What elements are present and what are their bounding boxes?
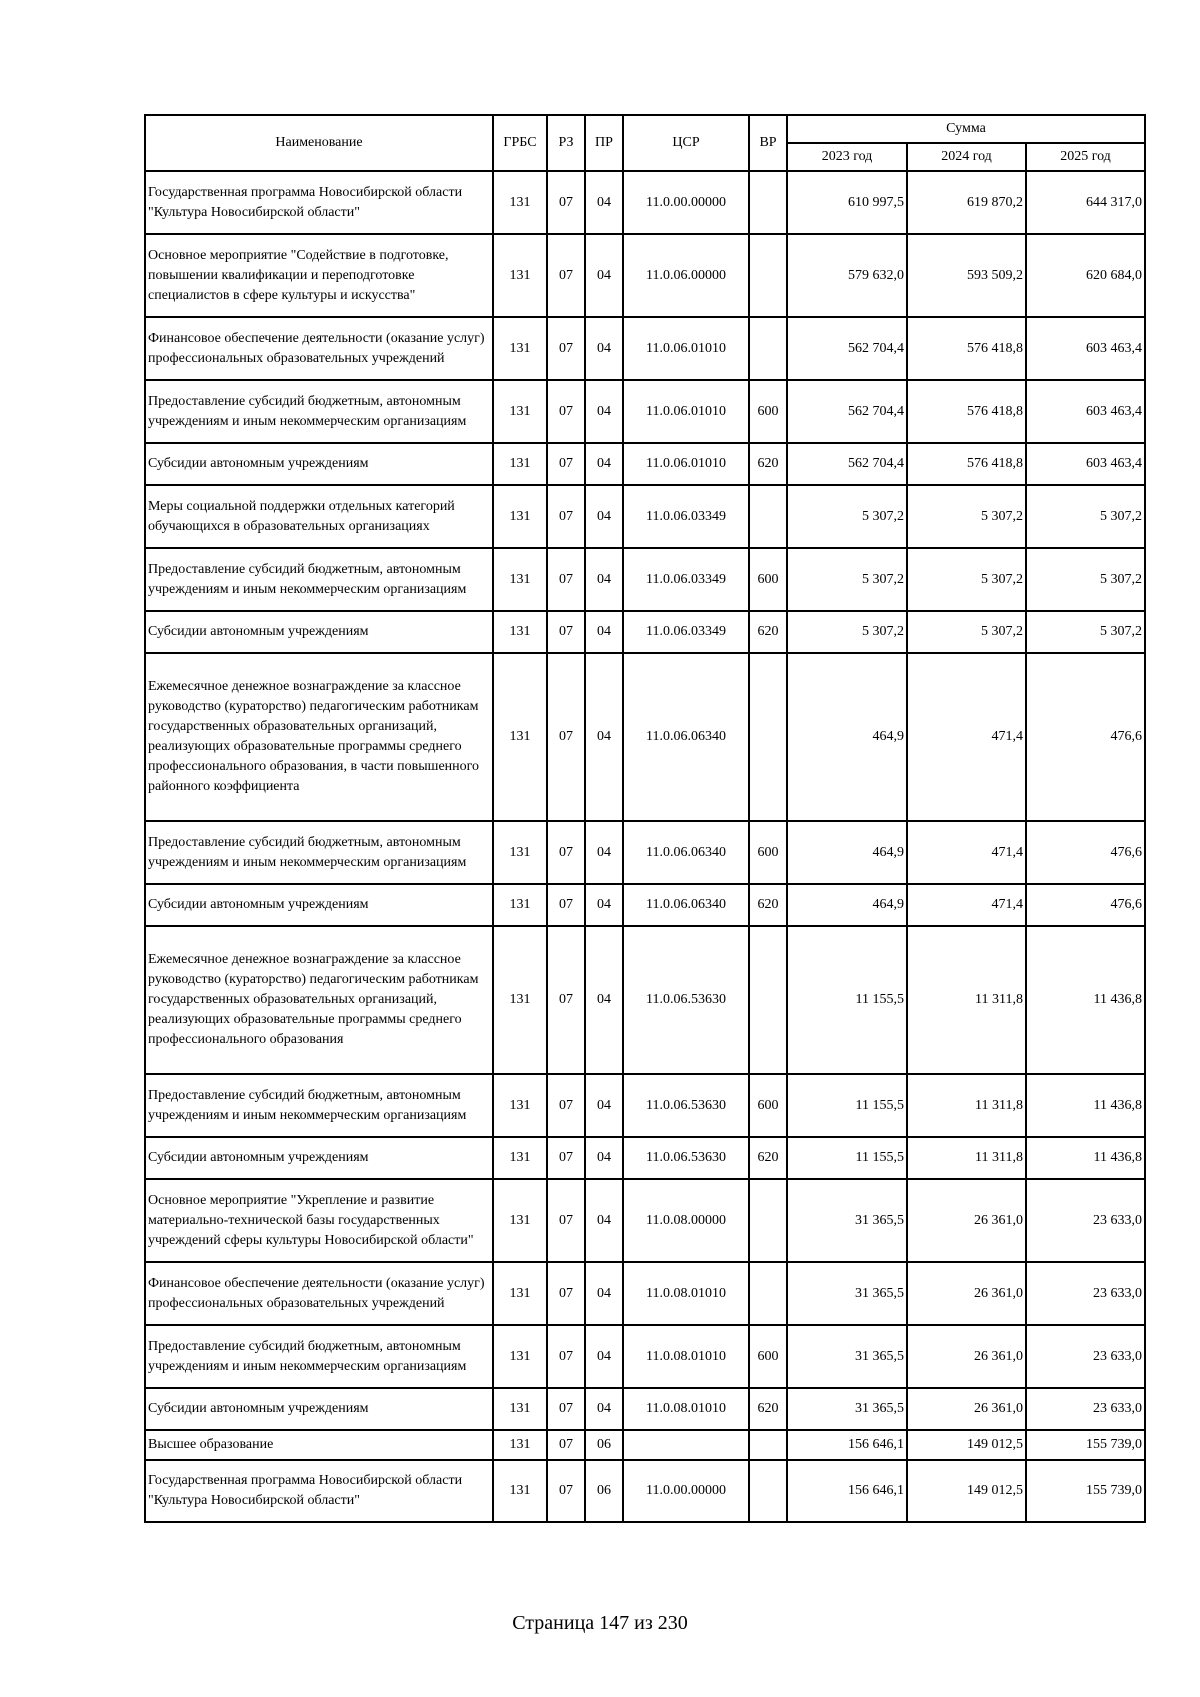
cell-grbs: 131: [493, 926, 547, 1074]
cell-sum-2025: 11 436,8: [1026, 926, 1145, 1074]
cell-sum-2025: 603 463,4: [1026, 443, 1145, 485]
table-row: [145, 1388, 1145, 1430]
cell-vr: 620: [749, 611, 787, 653]
cell-pr: 04: [585, 234, 623, 317]
table-row: [145, 1325, 1145, 1388]
cell-pr: 04: [585, 171, 623, 234]
table-row: [145, 821, 1145, 884]
header-name: Наименование: [145, 115, 493, 171]
header-year-2023: 2023 год: [787, 143, 907, 171]
cell-sum-2025: 23 633,0: [1026, 1262, 1145, 1325]
cell-sum-2023: 562 704,4: [787, 443, 907, 485]
cell-grbs: 131: [493, 653, 547, 821]
cell-sum-2023: 5 307,2: [787, 611, 907, 653]
cell-rz: 07: [547, 380, 585, 443]
cell-rz: 07: [547, 1137, 585, 1179]
table-row: [145, 1262, 1145, 1325]
header-rz: РЗ: [547, 115, 585, 171]
cell-sum-2023: 579 632,0: [787, 234, 907, 317]
cell-vr: 600: [749, 548, 787, 611]
cell-grbs: 131: [493, 1137, 547, 1179]
cell-pr: 04: [585, 1179, 623, 1262]
table-row: [145, 926, 1145, 1074]
cell-csr: 11.0.06.01010: [623, 380, 749, 443]
cell-rz: 07: [547, 926, 585, 1074]
table-row: [145, 884, 1145, 926]
cell-sum-2025: 603 463,4: [1026, 317, 1145, 380]
cell-rz: 07: [547, 1074, 585, 1137]
cell-name: Ежемесячное денежное вознаграждение за классное руководство (кураторство) педагогическим работникам государственных образовательных организаций, реализующих образовательные программы среднего профессионального образования, в части повышенного районного коэффициента: [145, 653, 493, 821]
cell-sum-2023: 31 365,5: [787, 1388, 907, 1430]
cell-sum-2024: 5 307,2: [907, 611, 1026, 653]
page-number: Страница 147 из 230: [512, 1612, 688, 1634]
cell-csr: 11.0.00.00000: [623, 171, 749, 234]
cell-pr: 04: [585, 380, 623, 443]
cell-vr: [749, 485, 787, 548]
cell-vr: 620: [749, 443, 787, 485]
cell-csr: 11.0.06.01010: [623, 317, 749, 380]
header-grbs: ГРБС: [493, 115, 547, 171]
cell-vr: 620: [749, 1388, 787, 1430]
cell-name: Финансовое обеспечение деятельности (оказание услуг) профессиональных образовательных учреждений: [145, 317, 493, 380]
cell-sum-2023: 464,9: [787, 821, 907, 884]
cell-name: Государственная программа Новосибирской области "Культура Новосибирской области": [145, 171, 493, 234]
cell-sum-2023: 156 646,1: [787, 1430, 907, 1460]
cell-sum-2024: 576 418,8: [907, 317, 1026, 380]
cell-grbs: 131: [493, 171, 547, 234]
cell-grbs: 131: [493, 1460, 547, 1522]
cell-vr: [749, 1262, 787, 1325]
cell-sum-2024: 5 307,2: [907, 485, 1026, 548]
cell-grbs: 131: [493, 548, 547, 611]
cell-name: Субсидии автономным учреждениям: [145, 611, 493, 653]
cell-pr: 04: [585, 821, 623, 884]
cell-sum-2025: 155 739,0: [1026, 1460, 1145, 1522]
cell-rz: 07: [547, 653, 585, 821]
cell-sum-2023: 610 997,5: [787, 171, 907, 234]
cell-sum-2024: 11 311,8: [907, 1074, 1026, 1137]
table-row: [145, 1137, 1145, 1179]
cell-sum-2024: 471,4: [907, 884, 1026, 926]
cell-pr: 04: [585, 443, 623, 485]
cell-vr: 620: [749, 1137, 787, 1179]
cell-sum-2024: 149 012,5: [907, 1460, 1026, 1522]
cell-sum-2023: 11 155,5: [787, 1074, 907, 1137]
cell-vr: 600: [749, 1074, 787, 1137]
cell-csr: 11.0.06.53630: [623, 1137, 749, 1179]
cell-sum-2024: 619 870,2: [907, 171, 1026, 234]
cell-csr: 11.0.06.06340: [623, 821, 749, 884]
cell-sum-2023: 156 646,1: [787, 1460, 907, 1522]
cell-csr: 11.0.00.00000: [623, 1460, 749, 1522]
header-vr: ВР: [749, 115, 787, 171]
cell-name: Предоставление субсидий бюджетным, автономным учреждениям и иным некоммерческим организациям: [145, 1325, 493, 1388]
cell-sum-2025: 620 684,0: [1026, 234, 1145, 317]
cell-grbs: 131: [493, 821, 547, 884]
cell-grbs: 131: [493, 884, 547, 926]
table-row: [145, 171, 1145, 234]
cell-grbs: 131: [493, 1325, 547, 1388]
table-body: [145, 171, 1145, 1522]
header-year-2025: 2025 год: [1026, 143, 1145, 171]
cell-rz: 07: [547, 443, 585, 485]
table-row: [145, 1074, 1145, 1137]
cell-sum-2024: 471,4: [907, 653, 1026, 821]
cell-grbs: 131: [493, 317, 547, 380]
cell-pr: 04: [585, 884, 623, 926]
table-row: [145, 1460, 1145, 1522]
budget-table: [144, 114, 1146, 1523]
cell-pr: 04: [585, 653, 623, 821]
cell-name: Основное мероприятие "Содействие в подготовке, повышении квалификации и переподготовке специалистов в сфере культуры и искусства": [145, 234, 493, 317]
cell-csr: 11.0.06.06340: [623, 884, 749, 926]
cell-csr: 11.0.06.06340: [623, 653, 749, 821]
cell-rz: 07: [547, 485, 585, 548]
cell-grbs: 131: [493, 1179, 547, 1262]
cell-grbs: 131: [493, 380, 547, 443]
cell-name: Высшее образование: [145, 1430, 493, 1460]
cell-csr: 11.0.06.53630: [623, 926, 749, 1074]
cell-sum-2024: 26 361,0: [907, 1325, 1026, 1388]
cell-grbs: 131: [493, 1262, 547, 1325]
cell-vr: 620: [749, 884, 787, 926]
cell-csr: 11.0.08.00000: [623, 1179, 749, 1262]
cell-name: Предоставление субсидий бюджетным, автономным учреждениям и иным некоммерческим организациям: [145, 380, 493, 443]
cell-pr: 04: [585, 1325, 623, 1388]
table-row: [145, 380, 1145, 443]
cell-sum-2025: 23 633,0: [1026, 1325, 1145, 1388]
cell-sum-2023: 562 704,4: [787, 317, 907, 380]
cell-sum-2024: 26 361,0: [907, 1262, 1026, 1325]
cell-sum-2023: 5 307,2: [787, 548, 907, 611]
cell-name: Предоставление субсидий бюджетным, автономным учреждениям и иным некоммерческим организациям: [145, 1074, 493, 1137]
cell-sum-2025: 11 436,8: [1026, 1137, 1145, 1179]
cell-sum-2024: 593 509,2: [907, 234, 1026, 317]
table-row: [145, 611, 1145, 653]
cell-sum-2025: 476,6: [1026, 884, 1145, 926]
cell-sum-2025: 603 463,4: [1026, 380, 1145, 443]
cell-pr: 04: [585, 926, 623, 1074]
cell-name: Основное мероприятие "Укрепление и развитие материально-технической базы государственных учреждений сферы культуры Новосибирской области": [145, 1179, 493, 1262]
cell-rz: 07: [547, 611, 585, 653]
cell-sum-2023: 11 155,5: [787, 1137, 907, 1179]
cell-rz: 07: [547, 821, 585, 884]
cell-name: Финансовое обеспечение деятельности (оказание услуг) профессиональных образовательных учреждений: [145, 1262, 493, 1325]
cell-csr: 11.0.08.01010: [623, 1388, 749, 1430]
cell-pr: 04: [585, 485, 623, 548]
cell-sum-2025: 5 307,2: [1026, 485, 1145, 548]
cell-rz: 07: [547, 1460, 585, 1522]
cell-pr: 06: [585, 1460, 623, 1522]
cell-sum-2025: 155 739,0: [1026, 1430, 1145, 1460]
cell-sum-2025: 23 633,0: [1026, 1179, 1145, 1262]
table-row: [145, 234, 1145, 317]
cell-rz: 07: [547, 234, 585, 317]
table-row: [145, 485, 1145, 548]
cell-vr: 600: [749, 821, 787, 884]
header-year-2024: 2024 год: [907, 143, 1026, 171]
cell-sum-2024: 11 311,8: [907, 1137, 1026, 1179]
cell-rz: 07: [547, 317, 585, 380]
cell-vr: [749, 317, 787, 380]
cell-sum-2025: 11 436,8: [1026, 1074, 1145, 1137]
cell-sum-2025: 476,6: [1026, 653, 1145, 821]
cell-vr: 600: [749, 380, 787, 443]
cell-rz: 07: [547, 1179, 585, 1262]
cell-sum-2023: 562 704,4: [787, 380, 907, 443]
cell-csr: 11.0.06.03349: [623, 548, 749, 611]
cell-vr: [749, 653, 787, 821]
cell-csr: 11.0.06.01010: [623, 443, 749, 485]
cell-name: Предоставление субсидий бюджетным, автономным учреждениям и иным некоммерческим организациям: [145, 821, 493, 884]
cell-sum-2023: 464,9: [787, 653, 907, 821]
cell-rz: 07: [547, 548, 585, 611]
cell-grbs: 131: [493, 485, 547, 548]
cell-pr: 04: [585, 548, 623, 611]
cell-grbs: 131: [493, 1074, 547, 1137]
cell-sum-2024: 576 418,8: [907, 443, 1026, 485]
cell-grbs: 131: [493, 234, 547, 317]
cell-sum-2024: 11 311,8: [907, 926, 1026, 1074]
cell-vr: [749, 234, 787, 317]
cell-pr: 04: [585, 611, 623, 653]
cell-csr: 11.0.08.01010: [623, 1262, 749, 1325]
cell-csr: 11.0.06.03349: [623, 611, 749, 653]
cell-sum-2025: 476,6: [1026, 821, 1145, 884]
cell-sum-2025: 23 633,0: [1026, 1388, 1145, 1430]
cell-pr: 04: [585, 317, 623, 380]
table-row: [145, 653, 1145, 821]
cell-grbs: 131: [493, 443, 547, 485]
cell-rz: 07: [547, 1262, 585, 1325]
cell-sum-2025: 5 307,2: [1026, 548, 1145, 611]
cell-sum-2023: 464,9: [787, 884, 907, 926]
cell-rz: 07: [547, 884, 585, 926]
cell-pr: 04: [585, 1388, 623, 1430]
header-sum: Сумма: [787, 115, 1145, 143]
cell-sum-2024: 149 012,5: [907, 1430, 1026, 1460]
cell-name: Ежемесячное денежное вознаграждение за классное руководство (кураторство) педагогическим работникам государственных образовательных организаций, реализующих образовательные программы среднего профессионального образования: [145, 926, 493, 1074]
table-row: [145, 317, 1145, 380]
cell-pr: 04: [585, 1137, 623, 1179]
cell-grbs: 131: [493, 1430, 547, 1460]
cell-vr: [749, 1460, 787, 1522]
table-row: [145, 1430, 1145, 1460]
cell-sum-2023: 31 365,5: [787, 1179, 907, 1262]
cell-name: Субсидии автономным учреждениям: [145, 1388, 493, 1430]
cell-csr: 11.0.06.00000: [623, 234, 749, 317]
cell-name: Субсидии автономным учреждениям: [145, 884, 493, 926]
cell-vr: [749, 171, 787, 234]
cell-pr: 04: [585, 1262, 623, 1325]
table-header: [145, 115, 1145, 171]
cell-csr: 11.0.06.53630: [623, 1074, 749, 1137]
cell-sum-2024: 5 307,2: [907, 548, 1026, 611]
cell-csr: 11.0.06.03349: [623, 485, 749, 548]
cell-rz: 07: [547, 1430, 585, 1460]
cell-vr: [749, 1179, 787, 1262]
header-pr: ПР: [585, 115, 623, 171]
cell-sum-2025: 5 307,2: [1026, 611, 1145, 653]
cell-vr: 600: [749, 1325, 787, 1388]
cell-name: Субсидии автономным учреждениям: [145, 1137, 493, 1179]
cell-sum-2024: 471,4: [907, 821, 1026, 884]
table-row: [145, 1179, 1145, 1262]
cell-sum-2025: 644 317,0: [1026, 171, 1145, 234]
cell-name: Субсидии автономным учреждениям: [145, 443, 493, 485]
cell-csr: [623, 1430, 749, 1460]
cell-name: Государственная программа Новосибирской области "Культура Новосибирской области": [145, 1460, 493, 1522]
cell-rz: 07: [547, 1388, 585, 1430]
cell-sum-2024: 26 361,0: [907, 1179, 1026, 1262]
cell-sum-2023: 5 307,2: [787, 485, 907, 548]
header-csr: ЦСР: [623, 115, 749, 171]
cell-sum-2023: 31 365,5: [787, 1325, 907, 1388]
table-row: [145, 548, 1145, 611]
cell-sum-2023: 31 365,5: [787, 1262, 907, 1325]
cell-name: Предоставление субсидий бюджетным, автономным учреждениям и иным некоммерческим организациям: [145, 548, 493, 611]
cell-sum-2024: 26 361,0: [907, 1388, 1026, 1430]
table-row: [145, 443, 1145, 485]
cell-pr: 06: [585, 1430, 623, 1460]
cell-rz: 07: [547, 1325, 585, 1388]
cell-vr: [749, 926, 787, 1074]
cell-sum-2024: 576 418,8: [907, 380, 1026, 443]
cell-pr: 04: [585, 1074, 623, 1137]
cell-csr: 11.0.08.01010: [623, 1325, 749, 1388]
cell-rz: 07: [547, 171, 585, 234]
cell-grbs: 131: [493, 611, 547, 653]
cell-vr: [749, 1430, 787, 1460]
cell-sum-2023: 11 155,5: [787, 926, 907, 1074]
cell-grbs: 131: [493, 1388, 547, 1430]
cell-name: Меры социальной поддержки отдельных категорий обучающихся в образовательных организациях: [145, 485, 493, 548]
